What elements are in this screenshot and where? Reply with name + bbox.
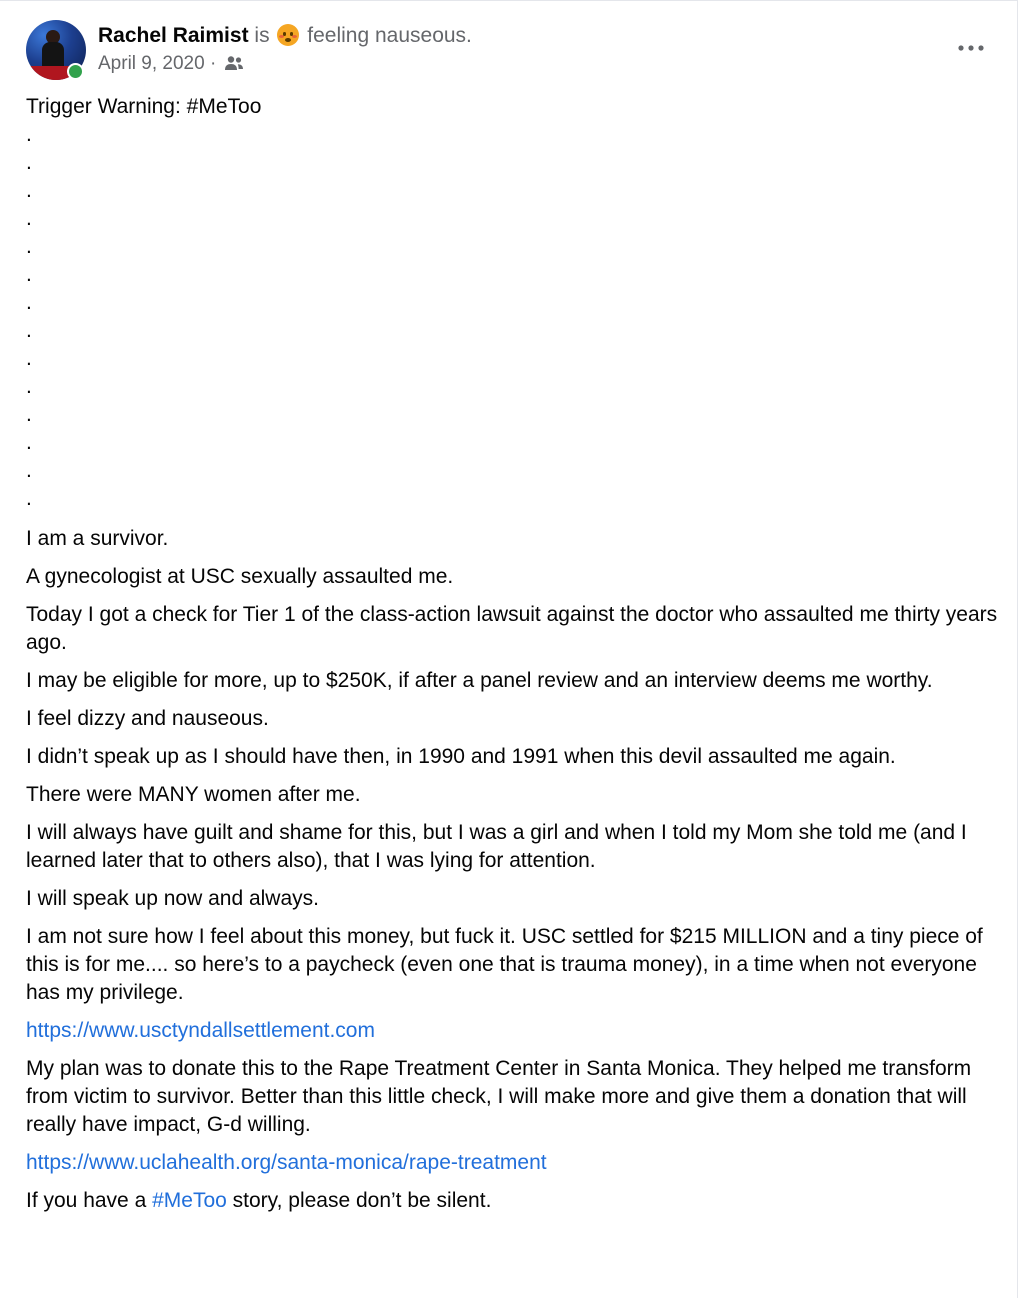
metoo-hashtag-link[interactable]: #MeToo bbox=[152, 1189, 227, 1212]
post-meta bbox=[98, 53, 244, 77]
rape-treatment-link[interactable]: https://www.uclahealth.org/santa-monica/rape-treatment bbox=[26, 1151, 547, 1174]
closing-text-after: story, please don’t be silent. bbox=[226, 1189, 492, 1212]
dot-line: . bbox=[26, 459, 32, 482]
author-line bbox=[98, 23, 472, 49]
dot-line: . bbox=[26, 403, 32, 426]
post-paragraph: A gynecologist at USC sexually assaulted me. bbox=[26, 565, 454, 588]
post-paragraph: Today I got a check for Tier 1 of the class-action lawsuit against the doctor who assaulted me thirty years ago. bbox=[26, 603, 998, 654]
settlement-link[interactable]: https://www.usctyndallsettlement.com bbox=[26, 1019, 375, 1042]
dot-line: . bbox=[26, 179, 32, 202]
post-paragraph: I am not sure how I feel about this money, but fuck it. USC settled for $215 MILLION and a tiny piece of this is for me.... so here’s to a paycheck (even one that is trauma money), in a time when not everyone has my privilege. bbox=[26, 925, 983, 1004]
link-paragraph bbox=[26, 1149, 1001, 1177]
post-body bbox=[26, 93, 1001, 1225]
post-date[interactable]: April 9, 2020 bbox=[98, 53, 205, 74]
online-status-dot bbox=[67, 63, 84, 80]
dot-line: . bbox=[26, 375, 32, 398]
dot-line: . bbox=[26, 263, 32, 286]
dot-line: . bbox=[26, 291, 32, 314]
dot-line: . bbox=[26, 347, 32, 370]
dot-line: . bbox=[26, 235, 32, 258]
dot-line: . bbox=[26, 487, 32, 510]
author-name[interactable]: Rachel Raimist bbox=[98, 24, 249, 47]
post-paragraph: I didn’t speak up as I should have then, in 1990 and 1991 when this devil assaulted me again. bbox=[26, 745, 896, 768]
dot-line: . bbox=[26, 151, 32, 174]
post-paragraph: I am a survivor. bbox=[26, 527, 169, 550]
meta-separator: · bbox=[209, 53, 217, 74]
post-paragraph: I feel dizzy and nauseous. bbox=[26, 707, 269, 730]
dot-line: . bbox=[26, 123, 32, 146]
post-paragraph: I will speak up now and always. bbox=[26, 887, 319, 910]
dot-line: . bbox=[26, 207, 32, 230]
post-paragraph: I will always have guilt and shame for this, but I was a girl and when I told my Mom she told me (and I learned later that to others also), that I was lying for attention. bbox=[26, 821, 967, 872]
feeling-text: feeling nauseous. bbox=[307, 24, 472, 47]
nauseated-face-icon bbox=[277, 24, 299, 46]
dots-spacer bbox=[26, 121, 1001, 513]
more-options-icon[interactable] bbox=[950, 33, 992, 63]
closing-text-before: If you have a bbox=[26, 1189, 153, 1212]
friends-icon[interactable] bbox=[224, 55, 244, 77]
closing-paragraph bbox=[26, 1187, 1001, 1215]
post-header bbox=[0, 1, 1018, 91]
dot-line: . bbox=[26, 319, 32, 342]
dot-line: . bbox=[26, 431, 32, 454]
post-title-line: Trigger Warning: #MeToo bbox=[26, 95, 262, 118]
post-paragraph: I may be eligible for more, up to $250K, if after a panel review and an interview deems me worthy. bbox=[26, 669, 933, 692]
post-paragraph: My plan was to donate this to the Rape Treatment Center in Santa Monica. They helped me transform from victim to survivor. Better than this little check, I will make more and give them a donation that will really have impact, G-d willing. bbox=[26, 1057, 972, 1136]
link-paragraph bbox=[26, 1017, 1001, 1045]
post-paragraph: There were MANY women after me. bbox=[26, 783, 361, 806]
is-word: is bbox=[254, 24, 270, 47]
